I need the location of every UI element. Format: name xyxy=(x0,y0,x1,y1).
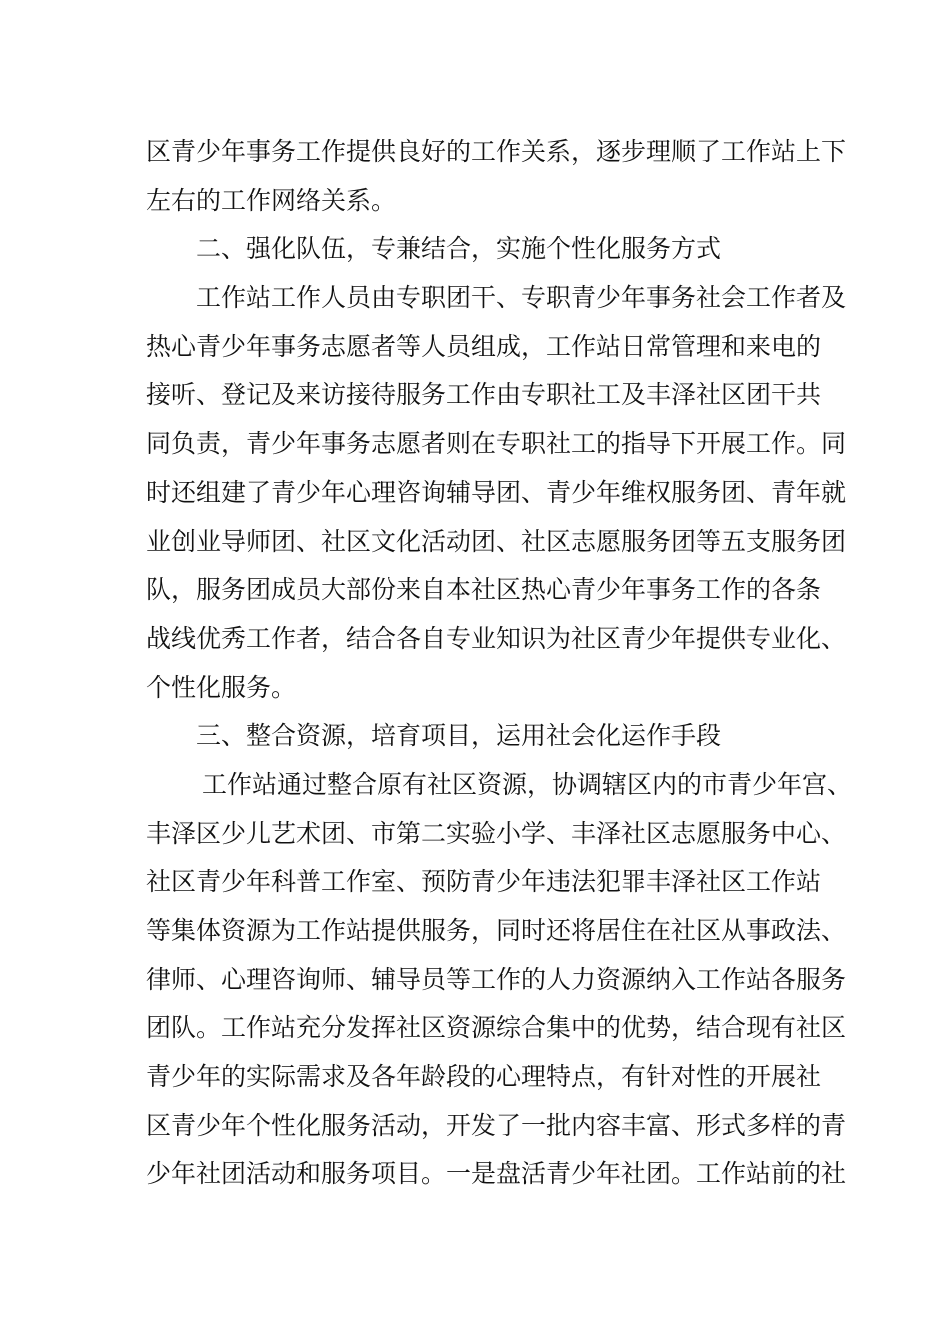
paragraph-line: 同负责，青少年事务志愿者则在专职社工的指导下开展工作。同 xyxy=(146,429,847,459)
paragraph-line: 等集体资源为工作站提供服务，同时还将居住在社区从事政法、 xyxy=(146,916,847,945)
paragraph-line: 工作站通过整合原有社区资源，协调辖区内的市青少年宫、 xyxy=(202,769,853,799)
paragraph-line: 工作站工作人员由专职团干、专职青少年事务社会工作者及 xyxy=(196,283,847,313)
paragraph-line: 接听、登记及来访接待服务工作由专职社工及丰泽社区团干共 xyxy=(146,380,822,410)
paragraph-line: 战线优秀工作者，结合各自专业知识为社区青少年提供专业化、 xyxy=(146,623,847,653)
section-heading: 三、整合资源，培育项目，运用社会化运作手段 xyxy=(196,721,722,751)
paragraph-line: 队，服务团成员大部份来自本社区热心青少年事务工作的各条 xyxy=(146,575,822,605)
paragraph-line: 丰泽区少儿艺术团、市第二实验小学、丰泽社区志愿服务中心、 xyxy=(146,818,847,848)
section-heading: 二、强化队伍，专兼结合，实施个性化服务方式 xyxy=(196,234,722,264)
paragraph-line: 律师、心理咨询师、辅导员等工作的人力资源纳入工作站各服务 xyxy=(146,964,847,994)
document-body xyxy=(146,128,856,1199)
paragraph-line: 热心青少年事务志愿者等人员组成，工作站日常管理和来电的 xyxy=(146,331,822,361)
paragraph-line: 少年社团活动和服务项目。一是盘活青少年社团。工作站前的社 xyxy=(146,1159,847,1189)
paragraph-line: 时还组建了青少年心理咨询辅导团、青少年维权服务团、青年就 xyxy=(146,477,847,507)
paragraph-line: 区青少年事务工作提供良好的工作关系，逐步理顺了工作站上下 xyxy=(146,137,847,166)
paragraph-line: 个性化服务。 xyxy=(146,672,297,702)
paragraph-line: 社区青少年科普工作室、预防青少年违法犯罪丰泽社区工作站 xyxy=(146,867,822,897)
paragraph-line: 区青少年个性化服务活动，开发了一批内容丰富、形式多样的青 xyxy=(146,1110,847,1140)
paragraph-line: 青少年的实际需求及各年龄段的心理特点，有针对性的开展社 xyxy=(146,1062,822,1092)
paragraph-line: 业创业导师团、社区文化活动团、社区志愿服务团等五支服务团 xyxy=(146,526,847,556)
paragraph-line: 左右的工作网络关系。 xyxy=(146,185,397,215)
paragraph-line: 团队。工作站充分发挥社区资源综合集中的优势，结合现有社区 xyxy=(146,1013,847,1043)
